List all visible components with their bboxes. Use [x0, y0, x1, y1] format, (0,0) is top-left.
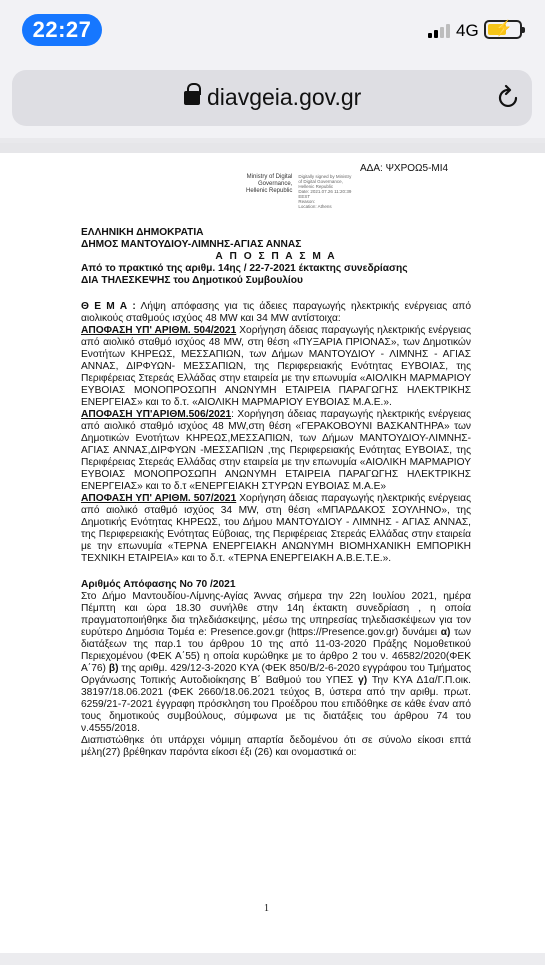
address-bar[interactable]	[12, 70, 532, 126]
decision-label: ΑΠΟΦΑΣΗ ΥΠ'ΑΡΙΘΜ.506/2021	[81, 409, 232, 420]
document-page	[0, 143, 545, 953]
decision-number: Αριθμός Απόφασης Νο 70 /2021	[81, 579, 236, 590]
status-bar	[0, 0, 545, 60]
header-municipality: ΔΗΜΟΣ ΜΑΝΤΟΥΔΙΟΥ-ΛΙΜΝΗΣ-ΑΓΙΑΣ ΑΝΝΑΣ	[81, 239, 302, 250]
quorum-paragraph: Διαπιστώθηκε ότι υπάρχει νόμιμη απαρτία δεδομένου ότι σε σύνολο είκοσι επτά μέλη(27) βρέθηκαν παρόντα είκοσι έξι (26) και ονομαστικά οι:	[81, 735, 471, 758]
decision-text: Χορήγηση άδειας παραγωγής ηλεκτρικής ενέργειας από αιολικό σταθμό ισχύος 48 MW, στη θέση «ΠΥΞΑΡΙΑ ΠΡΙΟΝΑΣ», των Δημοτικών Ενοτήτων ΚΗΡΕΩΣ, ΜΕΣΣΑΠΙΩΝ, των Δήμων ΜΑΝΤΟΥΔΙΟΥ - ΛΙΜΝΗΣ - ΑΓΙΑΣ ΑΝΝΑΣ, ΔΙΡΦΥΩΝ- ΜΕΣΣΑΠΙΩΝ, της Περιφερειακής Ενότητας ΕΥΒΟΙΑΣ, της Περιφέρειας Στερεάς Ελλάδας στην εταιρεία με την επωνυμία «ΑΙΟΛΙΚΗ ΜΑΡΜΑΡΙΟΥ ΕΥΒΟΙΑΣ ΜΟΝΟΠΡΟΣΩΠΗ ΑΝΩΝΥΜΗ ΕΤΑΙΡΕΙΑ ΠΑΡΑΓΩΓΗΣ ΗΛΕΚΤΡΙΚΗΣ ΕΝΕΡΓΕΙΑΣ» και το δ.τ. «ΑΙΟΛΙΚΗ ΜΑΡΜΑΡΙΟΥ ΕΥΒΟΙΑΣ Μ.Α.Ε.».	[81, 325, 471, 408]
subject-label: Θ Ε Μ Α :	[81, 301, 136, 312]
header-republic: ΕΛΛΗΝΙΚΗ ΔΗΜΟΚΡΑΤΙΑ	[81, 227, 204, 238]
decision-506	[81, 409, 471, 493]
meeting-paragraph: Στο Δήμο Μαντουδίου-Λίμνης-Αγίας Άννας σήμερα την 22η Ιουλίου 2021, ημέρα Πέμπτη και ώρα 18.30 συνήλθε στην 14η έκτακτη συνεδρίαση , η οποία πραγματοποιήθηκε δια τηλεδιάσκεψης, μέσω της υπηρεσίας τηλεδιασκέψεων για τον ευρύτερο Δημόσια Τομέα e: Presence.gov.gr (https://Presence.gov.gr) δυνάμει α) των διατάξεων της παρ.1 του άρθρου 10 της από 11-03-2020 Πράξης Νομοθετικού Περιεχομένου (ΦΕΚ Α΄55) η οποία κυρώθηκε με το άρθρο 2 του ν. 46582/2020(ΦΕΚ Α΄76) β) της αριθμ. 429/12-3-2020 ΚΥΑ (ΦΕΚ 850/Β/2-6-2020 εγγράφου του Τμήματος Οργάνωσης Τοπικής Αυτοδιοίκησης Β΄ Βαθμού του ΥΠΕΣ γ) Την ΚΥΑ Δ1α/Γ.Π.οικ. 38197/18.06.2021 (ΦΕΚ 2660/18.06.2021 τεύχος Β, ύστερα από την αριθμ. πρωτ. 6259/21-7-2021 έγγραφη πρόσκληση του Προέδρου που επιδόθηκε σε κάθε έναν από τους δημοτικούς συμβούλους, σύμφωνα με τις διατάξεις του άρθρου 74 του ν.4555/2018.	[81, 591, 471, 734]
signal-strength-icon	[428, 22, 450, 38]
reload-icon[interactable]	[494, 82, 524, 112]
page-top-border	[0, 143, 545, 153]
subject-paragraph	[81, 301, 471, 325]
url-text[interactable]: diavgeia.gov.gr	[207, 84, 362, 110]
digital-signature[interactable]	[246, 174, 378, 209]
header-minutes: Από το πρακτικό της αριθμ. 14ης / 22-7-2021 έκτακτης συνεδρίασης	[81, 263, 408, 274]
subject-text: Λήψη απόφασης για τις άδειες παραγωγής ηλεκτρικής ενέργειας από αιολικούς σταθμούς ισχύος 48 MW και 34 MW αντίστοιχα:	[81, 301, 471, 324]
decision-text: Χορήγηση άδειας παραγωγής ηλεκτρικής ενέργειας από αιολικό σταθμό ισχύος 34 MW, στη θέση «ΜΠΑΡΔΑΚΟΣ ΣΟΥΛΗΝΟ», της Δημοτικής Ενότητας ΚΗΡΕΩΣ, του Δήμου ΜΑΝΤΟΥΔΙΟΥ - ΛΙΜΝΗΣ - ΑΓΙΑΣ ΑΝΝΑΣ, της Περιφερειακής Ενότητας Εύβοιας, της Περιφέρειας Στερεάς Ελλάδας στην εταιρεία με την επωνυμία «ΤΕΡΝΑ ΕΝΕΡΓΕΙΑΚΗ ΑΝΩΝΥΜΗ ΒΙΟΜΗΧΑΝΙΚΗ ΕΜΠΟΡΙΚΗ ΤΕΧΝΙΚΗ ΕΤΑΙΡΕΙΑ» και το δ.τ. «ΤΕΡΝΑ ΕΝΕΡΓΕΙΑΚΗ Α.Β.Ε.Τ.Ε.».	[81, 493, 471, 564]
signature-issuer: Ministry of Digital Governance, Hellenic Republic	[246, 174, 293, 194]
header-extract: Α Π Ο Σ Π Α Σ Μ Α	[215, 251, 337, 262]
browser-toolbar	[0, 60, 545, 138]
clock-time[interactable]: 22:27	[22, 14, 102, 46]
decision-504	[81, 325, 471, 409]
decision-label: ΑΠΟΦΑΣΗ ΥΠ' ΑΡΙΘΜ. 507/2021	[81, 493, 237, 504]
decision-text: : Χορήγηση άδειας παραγωγής ηλεκτρικής ενέργειας από αιολικό σταθμό ισχύος 48 MW,στη θέση «ΓΕΡΑΚΟΒΟΥΝΙ ΒΑΣΚΑΝΤΗΡΑ» των Δημοτικών Ενοτήτων ΚΗΡΕΩΣ,ΜΕΣΣΑΠΙΩΝ, των Δήμων ΜΑΝΤΟΥΔΙΟΥ-ΛΙΜΝΗΣ-ΑΓΙΑΣ ΑΝΝΑΣ,ΔΙΡΦΥΩΝ -ΜΕΣΣΑΠΙΩΝ ,της Περιφερειακής Ενότητας ΕΥΒΟΙΑΣ, της Περιφέρειας Στερεάς Ελλάδας στην εταιρεία με την επωνυμία «ΑΙΟΛΙΚΗ ΜΑΡΜΑΡΙΟΥ ΕΥΒΟΙΑΣ ΜΟΝΟΠΡΟΣΩΠΗ ΑΝΩΝΥΜΗ ΕΤΑΙΡΕΙΑ ΠΑΡΑΓΩΓΗΣ ΗΛΕΚΤΡΙΚΗΣ ΕΝΕΡΓΕΙΑΣ» και το δ.τ «ΕΝΕΡΓΕΙΑΚΗ ΣΤΥΡΩΝ ΕΥΒΟΙΑΣ Μ.Α.Ε»	[81, 409, 471, 492]
decision-507	[81, 493, 471, 565]
decision-label: ΑΠΟΦΑΣΗ ΥΠ' ΑΡΙΘΜ. 504/2021	[81, 325, 237, 336]
battery-icon: ⚡	[484, 20, 522, 39]
signature-details: Digitally signed by Ministry of Digital Governance, Hellenic Republic Date: 2021.07.26 11:20:39 EEST Reason: Location: Athens	[298, 174, 352, 209]
header-council: ΔΙΑ ΤΗΛΕΣΚΕΨΗΣ του Δημοτικού Συμβουλίου	[81, 275, 303, 286]
document-body	[81, 227, 471, 759]
lock-icon	[184, 91, 200, 105]
page-number: 1	[264, 903, 269, 914]
ada-code: ΑΔΑ: ΨΧΡΟΩ5-ΜΙ4	[360, 163, 449, 174]
page-separator	[0, 953, 545, 965]
network-type: 4G	[456, 21, 479, 40]
